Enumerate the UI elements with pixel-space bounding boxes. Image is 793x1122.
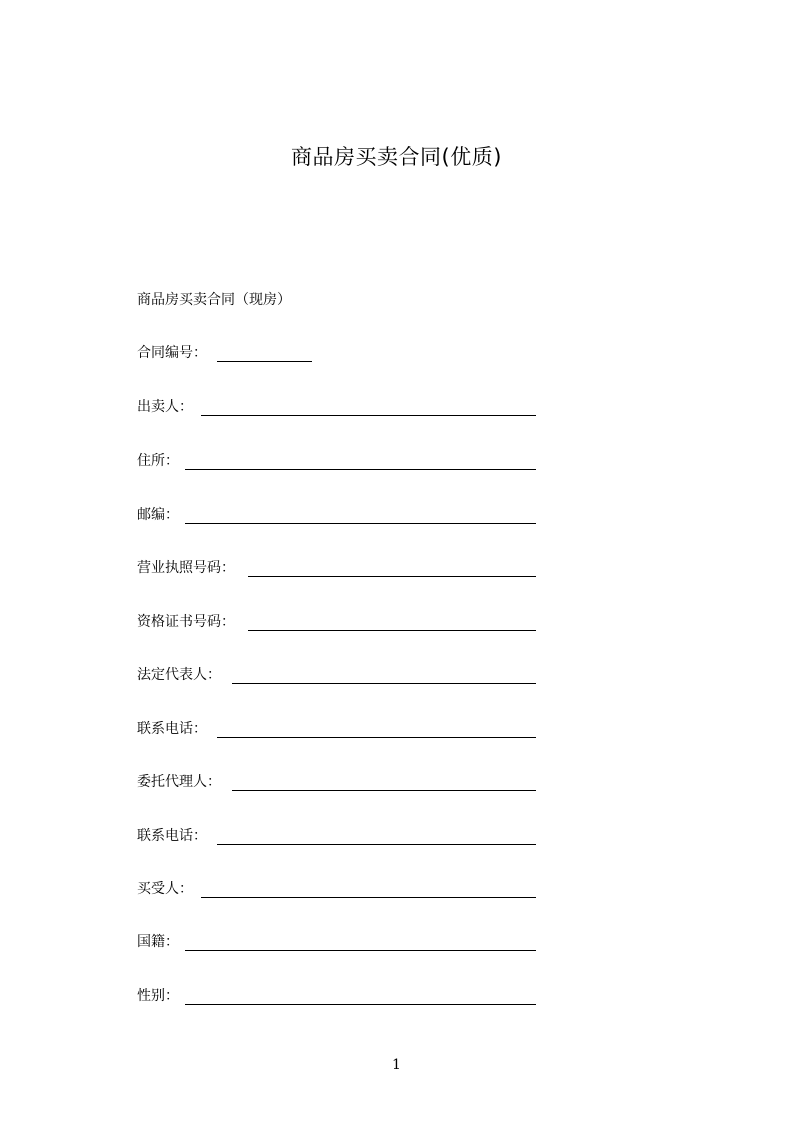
postcode-label: 邮编： (137, 507, 179, 523)
postcode-blank[interactable] (185, 523, 536, 524)
document-subtitle: 商品房买卖合同（现房） (137, 292, 291, 308)
page-number: 1 (392, 1057, 401, 1073)
address-blank[interactable] (185, 469, 536, 470)
nationality-field (137, 932, 536, 952)
authorized-agent-field (137, 772, 536, 792)
contract-number-field (137, 343, 313, 363)
seller-phone-blank[interactable] (217, 737, 536, 738)
seller-label: 出卖人： (137, 399, 193, 415)
seller-field (137, 397, 536, 417)
business-license-label: 营业执照号码： (137, 560, 235, 576)
legal-representative-blank[interactable] (232, 683, 536, 684)
seller-phone-field (137, 719, 536, 739)
nationality-label: 国籍： (137, 934, 179, 950)
qualification-cert-field (137, 612, 536, 632)
seller-blank[interactable] (201, 415, 536, 416)
buyer-label: 买受人： (137, 881, 193, 897)
buyer-blank[interactable] (201, 897, 536, 898)
address-field (137, 451, 536, 471)
authorized-agent-label: 委托代理人： (137, 774, 221, 790)
business-license-blank[interactable] (248, 576, 536, 577)
postcode-field (137, 505, 536, 525)
agent-phone-field (137, 826, 536, 846)
qualification-cert-blank[interactable] (248, 630, 536, 631)
agent-phone-label: 联系电话： (137, 828, 207, 844)
gender-blank[interactable] (185, 1004, 536, 1005)
business-license-field (137, 558, 536, 578)
contract-number-blank[interactable] (217, 361, 312, 362)
document-title: 商品房买卖合同(优质) (291, 145, 502, 169)
qualification-cert-label: 资格证书号码： (137, 614, 235, 630)
legal-representative-label: 法定代表人： (137, 667, 221, 683)
contract-number-label: 合同编号： (137, 345, 207, 361)
agent-phone-blank[interactable] (217, 844, 536, 845)
legal-representative-field (137, 665, 536, 685)
buyer-field (137, 879, 536, 899)
gender-label: 性别： (137, 988, 179, 1004)
authorized-agent-blank[interactable] (232, 790, 536, 791)
address-label: 住所： (137, 453, 179, 469)
seller-phone-label: 联系电话： (137, 721, 207, 737)
nationality-blank[interactable] (185, 950, 536, 951)
gender-field (137, 986, 536, 1006)
